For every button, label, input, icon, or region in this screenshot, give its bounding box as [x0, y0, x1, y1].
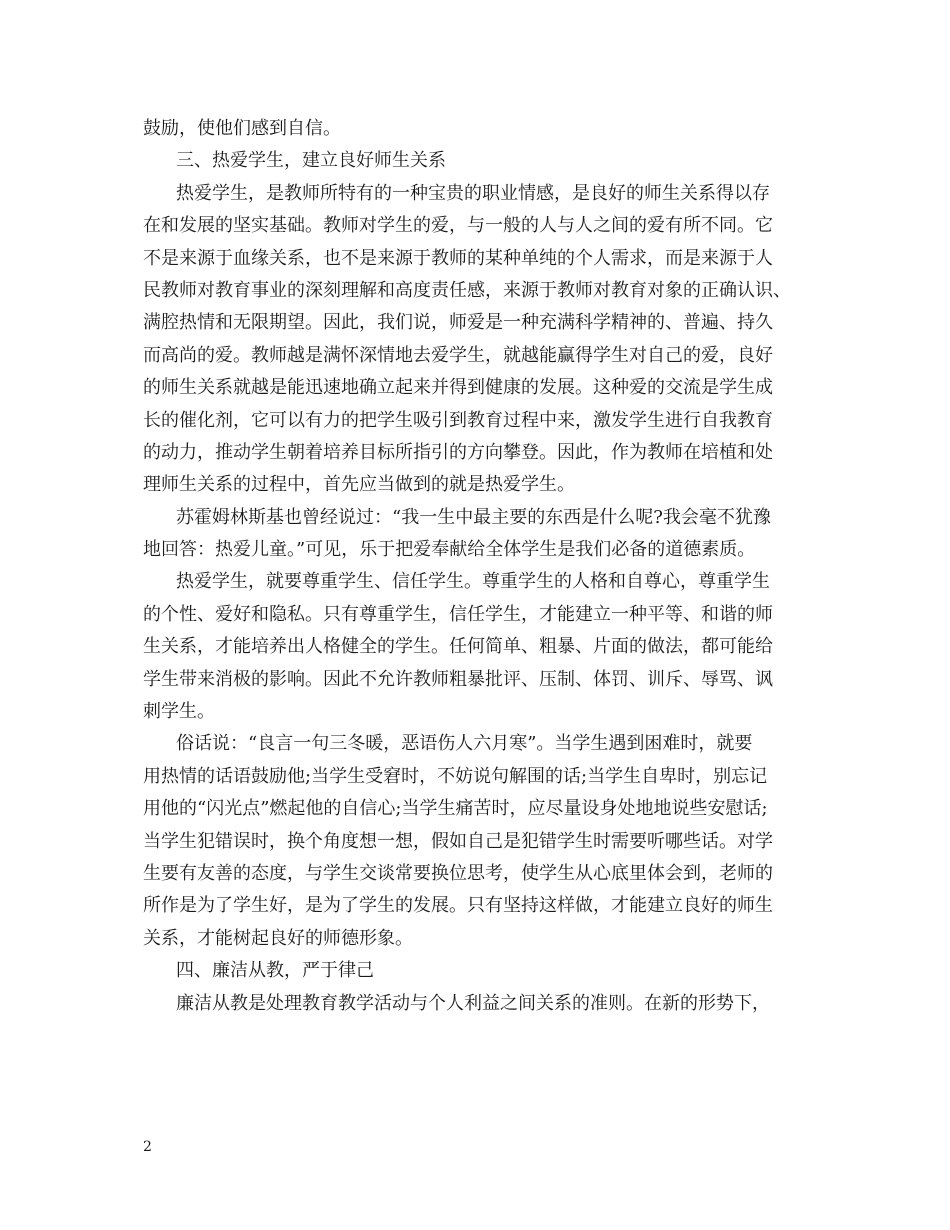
text-line: 而高尚的爱。教师越是满怀深情地去爱学生，就越能赢得学生对自己的爱，良好 — [143, 344, 773, 366]
text-line: 热爱学生，是教师所特有的一种宝贵的职业情感，是良好的师生关系得以存 — [176, 182, 770, 204]
text-line: 满腔热情和无限期望。因此，我们说，师爱是一种充满科学精神的、普遍、持久 — [143, 312, 773, 334]
text-line: 廉洁从教是处理教育教学活动与个人利益之间关系的准则。在新的形势下， — [176, 992, 770, 1014]
text-line: 的个性、爱好和隐私。只有尊重学生，信任学生，才能建立一种平等、和谐的师 — [143, 603, 773, 625]
text-line: 不是来源于血缘关系，也不是来源于教师的某种单纯的个人需求，而是来源于人 — [143, 247, 773, 269]
text-line: 的动力，推动学生朝着培养目标所指引的方向攀登。因此，作为教师在培植和处 — [143, 441, 773, 463]
text-line: 的师生关系就越是能迅速地确立起来并得到健康的发展。这种爱的交流是学生成 — [143, 377, 773, 399]
text-line: 三、热爱学生，建立良好师生关系 — [176, 150, 446, 172]
text-line: 当学生犯错误时，换个角度想一想，假如自己是犯错学生时需要听哪些话。对学 — [143, 830, 773, 852]
text-line: 俗话说：“良言一句三冬暖，恶语伤人六月寒”。当学生遇到困难时，就要 — [176, 733, 753, 755]
document-body — [143, 113, 811, 1020]
text-line: 四、廉洁从教，严于律己 — [176, 960, 374, 982]
text-line: 学生带来消极的影响。因此不允许教师粗暴批评、压制、体罚、训斥、辱骂、讽 — [143, 668, 773, 690]
text-line: 关系，才能树起良好的师德形象。 — [143, 927, 413, 949]
page-number: 2 — [143, 1139, 152, 1155]
text-line: 在和发展的坚实基础。教师对学生的爱，与一般的人与人之间的爱有所不同。它 — [143, 215, 773, 237]
text-line: 苏霍姆林斯基也曾经说过：“我一生中最主要的东西是什么呢?我会毫不犹豫 — [176, 506, 771, 528]
text-line: 所作是为了学生好，是为了学生的发展。只有坚持这样做，才能建立良好的师生 — [143, 895, 773, 917]
text-line: 热爱学生，就要尊重学生、信任学生。尊重学生的人格和自尊心，尊重学生 — [176, 571, 770, 593]
text-line: 刺学生。 — [143, 701, 215, 723]
text-line: 长的催化剂，它可以有力的把学生吸引到教育过程中来，激发学生进行自我教育 — [143, 409, 773, 431]
text-line: 用热情的话语鼓励他;当学生受窘时，不妨说句解围的话;当学生自卑时，别忘记 — [143, 765, 768, 787]
text-line: 用他的“闪光点”燃起他的自信心;当学生痛苦时，应尽量设身处地地说些安慰话; — [143, 798, 768, 820]
text-line: 民教师对教育事业的深刻理解和高度责任感，来源于教师对教育对象的正确认识、 — [143, 279, 791, 301]
text-line: 地回答：热爱儿童。”可见，乐于把爱奉献给全体学生是我们必备的道德素质。 — [143, 539, 756, 561]
text-line: 鼓励，使他们感到自信。 — [143, 118, 341, 139]
text-line: 生要有友善的态度，与学生交谈常要换位思考，使学生从心底里体会到，老师的 — [143, 862, 773, 884]
text-line: 生关系，才能培养出人格健全的学生。任何简单、粗暴、片面的做法，都可能给 — [143, 636, 773, 658]
text-line: 理师生关系的过程中，首先应当做到的就是热爱学生。 — [143, 474, 575, 496]
